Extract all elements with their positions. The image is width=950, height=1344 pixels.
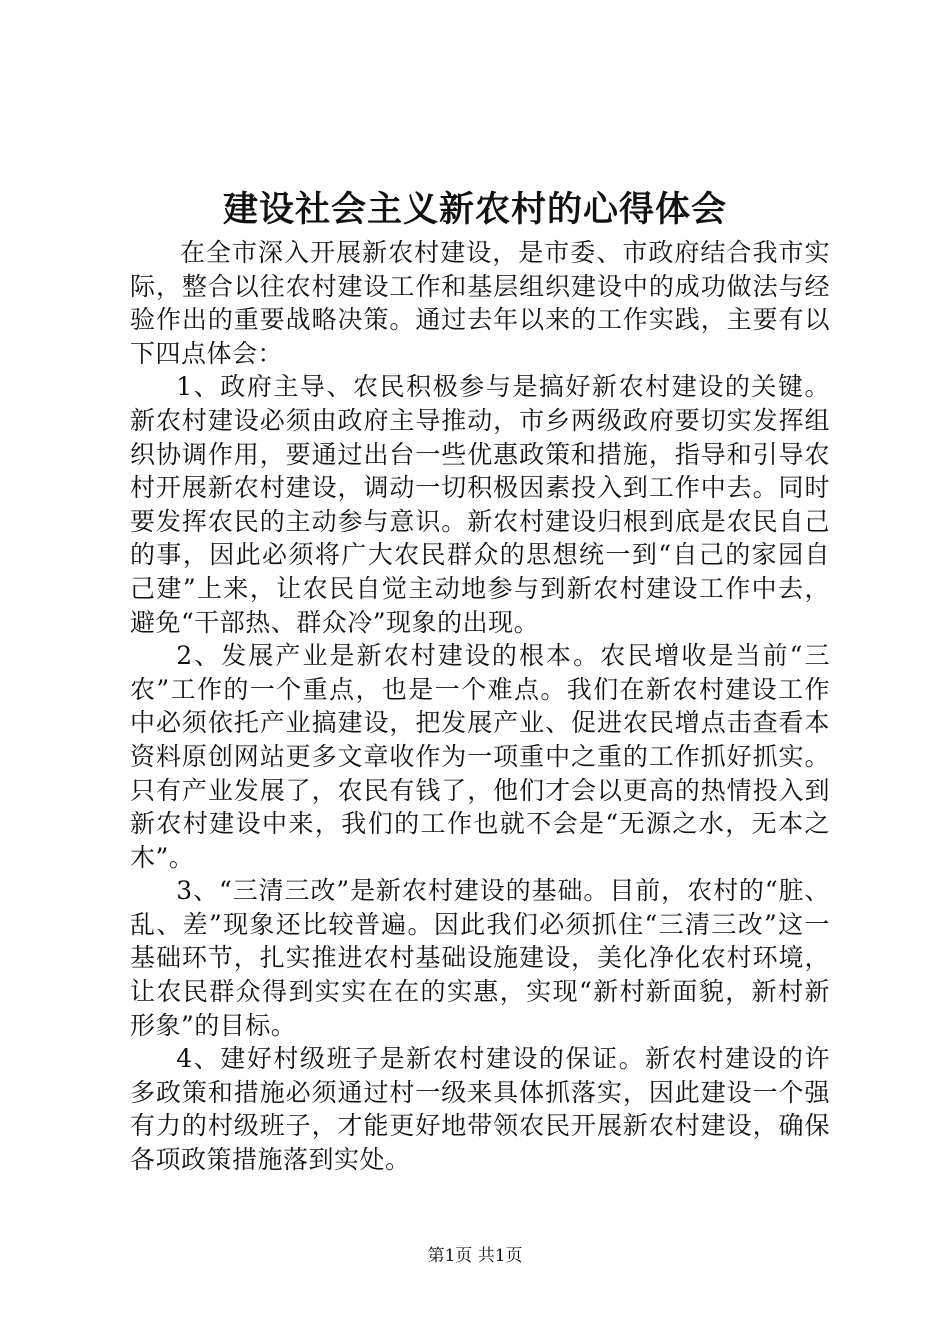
document-body — [130, 236, 830, 1177]
point-1-paragraph: 1、政府主导、农民积极参与是搞好新农村建设的关键。新农村建设必须由政府主导推动，市乡两级政府要切实发挥组织协调作用，要通过出台一些优惠政策和措施，指导和引导农村开展新农村建设，调动一切积极因素投入到工作中去。同时要发挥农民的主动参与意识。新农村建设归根到底是农民自己的事，因此必须将广大农民群众的思想统一到“自己的家园自己建”上来，让农民自觉主动地参与到新农村建设工作中去，避免“干部热、群众冷”现象的出现。 — [130, 372, 830, 637]
point-2-paragraph: 2、发展产业是新农村建设的根本。农民增收是当前“三农”工作的一个重点，也是一个难点。我们在新农村建设工作中必须依托产业搞建设，把发展产业、促进农民增点击查看本资料原创网站更多文章收作为一项重中之重的工作抓好抓实。只有产业发展了，农民有钱了，他们才会以更高的热情投入到新农村建设中来，我们的工作也就不会是“无源之水，无本之木”。 — [130, 641, 830, 872]
intro-paragraph: 在全市深入开展新农村建设，是市委、市政府结合我市实际，整合以往农村建设工作和基层组织建设中的成功做法与经验作出的重要战略决策。通过去年以来的工作实践，主要有以下四点体会： — [130, 238, 830, 368]
page-title: 建设社会主义新农村的心得体会 — [222, 190, 727, 230]
page-number-footer: 第1页 共1页 — [427, 1246, 523, 1266]
point-3-paragraph: 3、“三清三改”是新农村建设的基础。目前，农村的“脏、乱、差”现象还比较普遍。因此我们必须抓住“三清三改”这一基础环节，扎实推进农村基础设施建设，美化净化农村环境，让农民群众得到实实在在的实惠，实现“新村新面貌，新村新形象”的目标。 — [130, 876, 830, 1040]
point-4-paragraph: 4、建好村级班子是新农村建设的保证。新农村建设的许多政策和措施必须通过村一级来具体抓落实，因此建设一个强有力的村级班子，才能更好地带领农民开展新农村建设，确保各项政策措施落到实处。 — [130, 1044, 830, 1175]
